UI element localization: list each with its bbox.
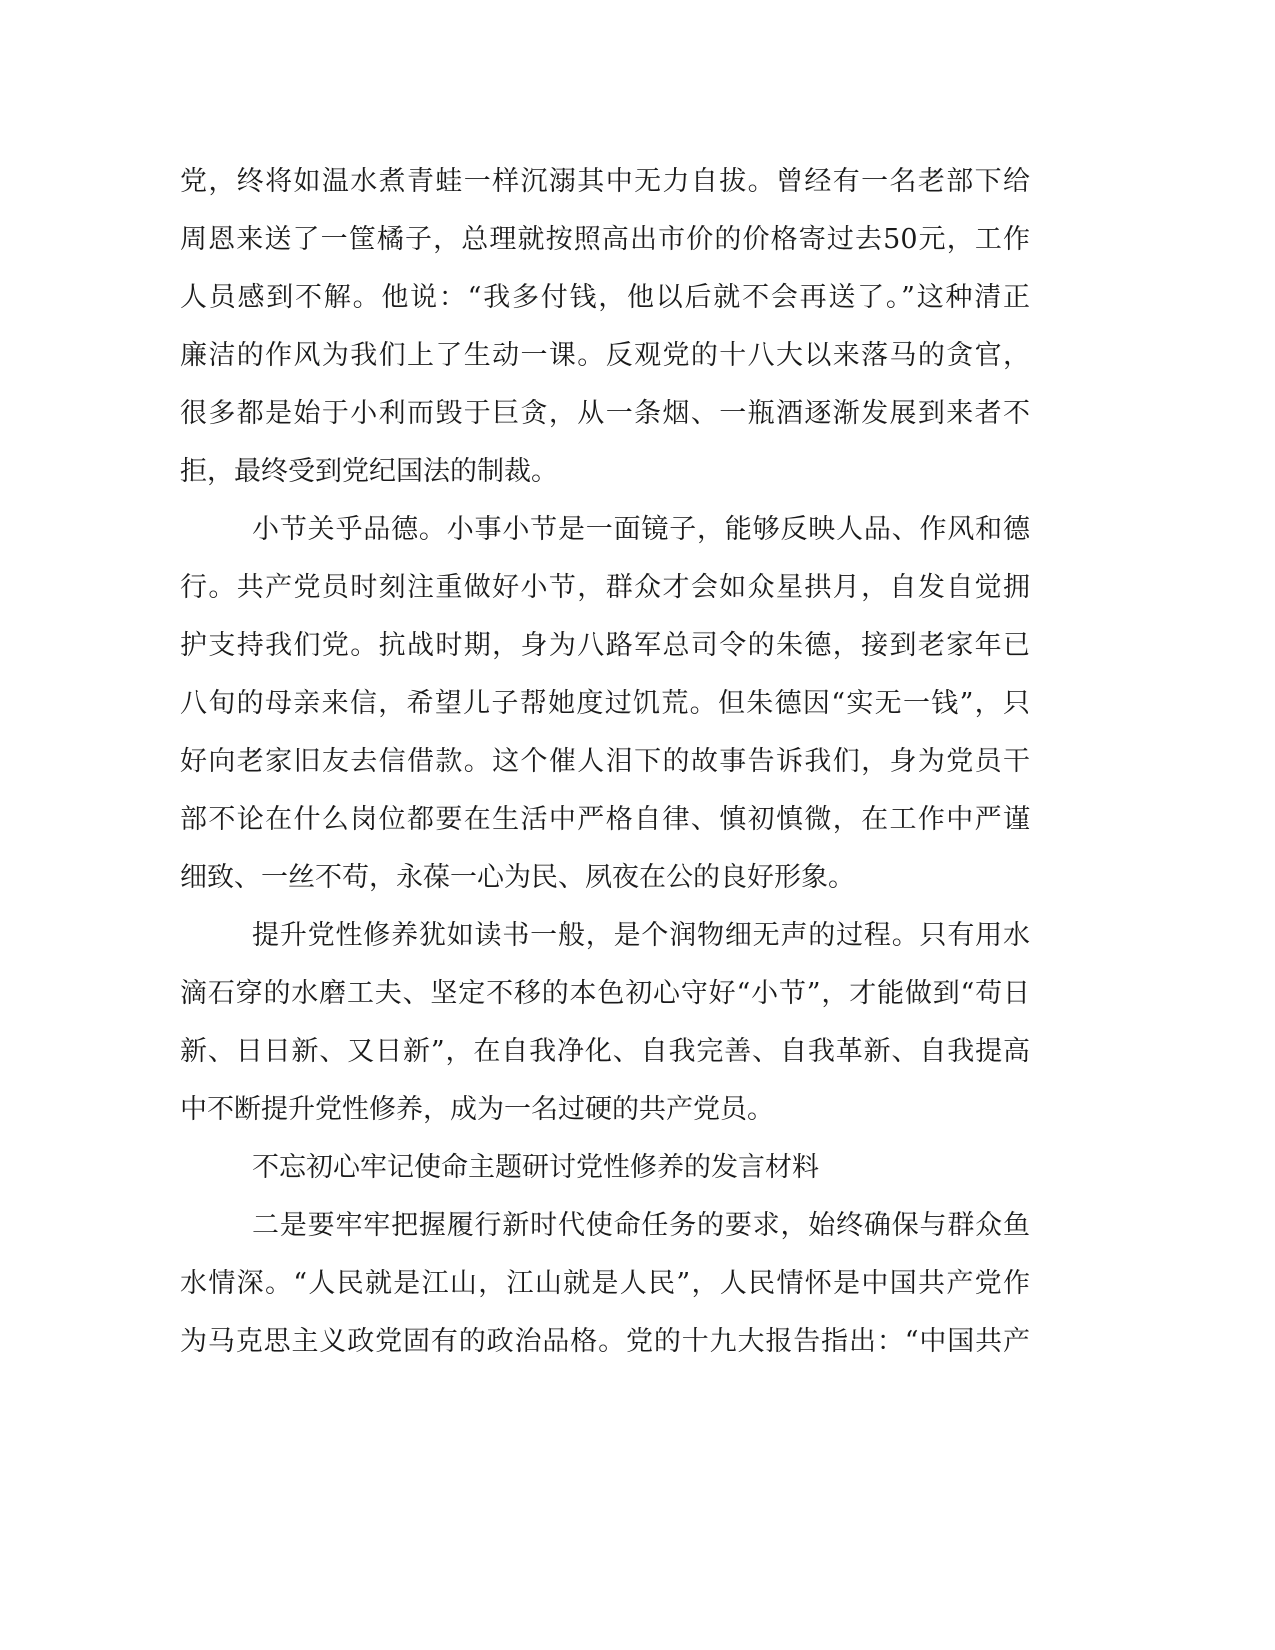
text-line: 党，终将如温水煮青蛙一样沉溺其中无力自拔。曾经有一名老部下给 [180,166,1030,197]
text-line: 二是要牢牢把握履行新时代使命任务的要求，始终确保与群众鱼 [252,1210,1030,1241]
section-heading [180,1146,1030,1204]
text-line: 人员感到不解。他说：“我多付钱，他以后就不会再送了。”这种清正 [180,282,1030,313]
document-page [180,160,1030,1378]
text-line: 水情深。“人民就是江山，江山就是人民”，人民情怀是中国共产党作 [180,1268,1030,1299]
paragraph [180,1204,1030,1378]
text-line: 周恩来送了一筐橘子，总理就按照高出市价的价格寄过去50元，工作 [180,224,1030,255]
text-line: 拒，最终受到党纪国法的制裁。 [180,456,558,487]
text-line: 八旬的母亲来信，希望儿子帮她度过饥荒。但朱德因“实无一钱”，只 [180,688,1030,719]
text-line: 行。共产党员时刻注重做好小节，群众才会如众星拱月，自发自觉拥 [180,572,1030,603]
text-line: 提升党性修养犹如读书一般，是个润物细无声的过程。只有用水 [252,920,1030,951]
paragraph [180,508,1030,914]
text-line: 好向老家旧友去信借款。这个催人泪下的故事告诉我们，身为党员干 [180,746,1030,777]
text-line: 护支持我们党。抗战时期，身为八路军总司令的朱德，接到老家年已 [180,630,1030,661]
text-line: 廉洁的作风为我们上了生动一课。反观党的十八大以来落马的贪官， [180,340,1030,371]
text-line: 小节关乎品德。小事小节是一面镜子，能够反映人品、作风和德 [252,514,1030,545]
text-line: 部不论在什么岗位都要在生活中严格自律、慎初慎微，在工作中严谨 [180,804,1030,835]
text-line: 滴石穿的水磨工夫、坚定不移的本色初心守好“小节”，才能做到“苟日 [180,978,1030,1009]
paragraph [180,160,1030,508]
text-line: 很多都是始于小利而毁于巨贪，从一条烟、一瓶酒逐渐发展到来者不 [180,398,1030,429]
text-line: 中不断提升党性修养，成为一名过硬的共产党员。 [180,1094,774,1125]
text-line: 为马克思主义政党固有的政治品格。党的十九大报告指出：“中国共产 [180,1326,1030,1357]
text-line: 新、日日新、又日新”，在自我净化、自我完善、自我革新、自我提高 [180,1036,1030,1067]
paragraph [180,914,1030,1146]
text-line: 细致、一丝不苟，永葆一心为民、夙夜在公的良好形象。 [180,862,855,893]
heading-text: 不忘初心牢记使命主题研讨党性修养的发言材料 [252,1152,819,1183]
